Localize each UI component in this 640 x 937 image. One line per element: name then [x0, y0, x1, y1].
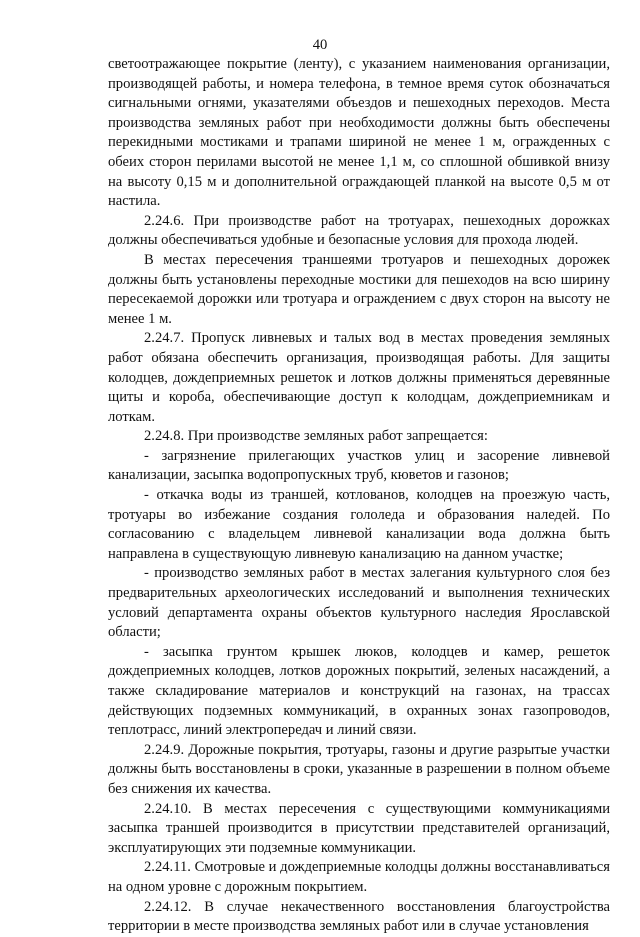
paragraph-9: - засыпка грунтом крышек люков, колодцев и камер, решеток дождеприемных колодцев, лотков дорожных покрытий, зеленых насаждений, а также складирование материалов и конструкций на газонах, на трассах действующих подземных коммуникаций, в охранных зонах газопроводов, теплотрасс, линий электропередач и линий связи.	[108, 643, 610, 739]
paragraph-6: - загрязнение прилегающих участков улиц и засорение ливневой канализации, засыпка водопропускных труб, кюветов и газонов;	[108, 447, 610, 484]
paragraph-4: 2.24.7. Пропуск ливневых и талых вод в местах проведения земляных работ обязана обеспечить организация, производящая работы. Для защиты колодцев, дождеприемных решеток и лотков должны применяться деревянные щиты и короба, обеспечивающие доступ к колодцам, дождеприемникам и лоткам.	[108, 330, 610, 425]
page-number: 40	[312, 37, 328, 53]
paragraph-2: 2.24.6. При производстве работ на тротуарах, пешеходных дорожках должны обеспечиваться удобные и безопасные условия для прохода людей.	[108, 212, 610, 249]
paragraph-3: В местах пересечения траншеями тротуаров и пешеходных дорожек должны быть установлены переходные мостики для пешеходов на всю ширину пересекаемой дорожки или тротуара и ограждением с двух сторон на высоту не менее 1 м.	[108, 251, 610, 327]
paragraph-11: 2.24.10. В местах пересечения с существующими коммуникациями засыпка траншей производится в присутствии представителей организаций, эксплуатирующих эти подземные коммуникации.	[108, 800, 610, 856]
paragraph-7: - откачка воды из траншей, котлованов, колодцев на проезжую часть, тротуары во избежание создания гололеда и образования наледей. По согласованию с владельцем ливневой канализации вода должна быть направлена в существующую ливневую канализацию на данном участке;	[108, 487, 610, 562]
paragraph-5: 2.24.8. При производстве земляных работ запрещается:	[144, 428, 488, 445]
document-body	[108, 55, 610, 937]
paragraph-13: 2.24.12. В случае некачественного восстановления благоустройства территории в месте производства земляных работ или в случае установления	[108, 898, 610, 935]
paragraph-8: - производство земляных работ в местах залегания культурного слоя без предварительных археологических исследований и выполнения технических условий департамента охраны объектов культурного наследия Ярославской области;	[108, 565, 610, 641]
paragraph-1: светоотражающее покрытие (ленту), с указанием наименования организации, производящей работы, и номера телефона, в темное время суток обозначаться сигнальными огнями, указателями объездов и пешеходных переходов. Места производства земляных работ при необходимости должны быть обеспечены перекидными мостиками и трапами шириной не менее 1 м, огражденных с обеих сторон перилами высотой не менее 1,1 м, со сплошной обшивкой внизу на высоту 0,15 м и дополнительной ограждающей планкой на высоте 0,5 м от настила.	[108, 56, 610, 210]
paragraph-12: 2.24.11. Смотровые и дождеприемные колодцы должны восстанавливаться на одном уровне с дорожным покрытием.	[108, 859, 610, 895]
paragraph-10: 2.24.9. Дорожные покрытия, тротуары, газоны и другие разрытые участки должны быть восстановлены в сроки, указанные в разрешении в полном объеме без снижения их качества.	[108, 741, 610, 797]
